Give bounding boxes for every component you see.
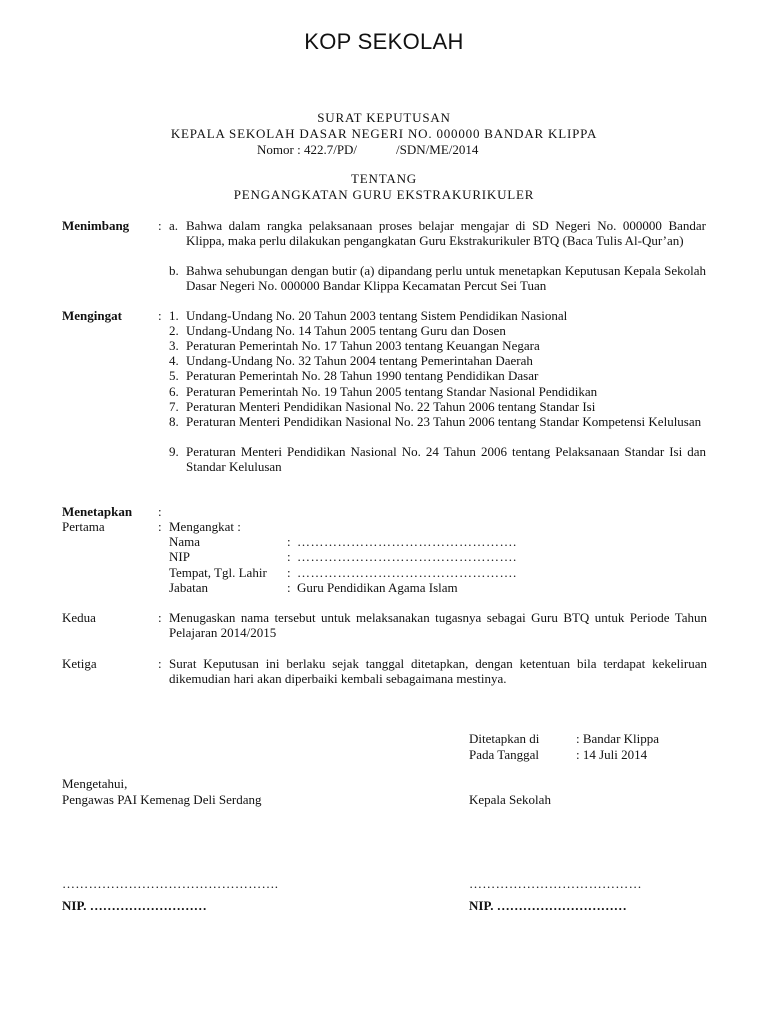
field-jabatan-value: Guru Pendidikan Agama Islam	[297, 580, 458, 595]
menimbang-marker-a: a.	[169, 218, 179, 233]
kedua-colon: :	[158, 610, 162, 625]
field-ttl-label: Tempat, Tgl. Lahir	[169, 565, 267, 580]
field-jabatan-colon: :	[287, 580, 291, 595]
ketiga-label: Ketiga	[62, 656, 97, 671]
field-ttl-value: ………………………………………….	[297, 565, 517, 580]
menimbang-marker-b: b.	[169, 263, 179, 278]
mengingat-marker-4: 4.	[169, 353, 179, 368]
ditetapkan-tgl-value: : 14 Juli 2014	[576, 747, 648, 762]
pengawas-title: Pengawas PAI Kemenag Deli Serdang	[62, 792, 262, 807]
doc-number-value: : 422.7/PD/ /SDN/ME/2014	[297, 142, 479, 157]
ditetapkan-tgl-label: Pada Tanggal	[469, 747, 539, 762]
mengingat-marker-9: 9.	[169, 444, 179, 459]
menetapkan-label: Menetapkan	[62, 504, 133, 519]
mengingat-marker-2: 2.	[169, 323, 179, 338]
field-nip-label: NIP	[169, 549, 190, 564]
mengingat-marker-8: 8.	[169, 414, 179, 429]
mengingat-item-7: Peraturan Menteri Pendidikan Nasional No. 22 Tahun 2006 tentang Standar Isi	[186, 399, 596, 414]
doc-number-label: Nomor	[257, 142, 294, 157]
mengingat-label: Mengingat	[62, 308, 122, 323]
mengingat-item-1: Undang-Undang No. 20 Tahun 2003 tentang Sistem Pendidikan Nasional	[186, 308, 568, 323]
pengawas-nip: NIP. ………………………	[62, 898, 207, 913]
field-jabatan-label: Jabatan	[169, 580, 208, 595]
doc-title: SURAT KEPUTUSAN	[317, 110, 451, 125]
ketiga-colon: :	[158, 656, 162, 671]
letterhead-title: KOP SEKOLAH	[304, 29, 464, 54]
mengingat-marker-7: 7.	[169, 399, 179, 414]
field-nip-colon: :	[287, 549, 291, 564]
mengingat-item-2: Undang-Undang No. 14 Tahun 2005 tentang Guru dan Dosen	[186, 323, 506, 338]
pertama-colon: :	[158, 519, 162, 534]
field-ttl-colon: :	[287, 565, 291, 580]
doc-issuer: KEPALA SEKOLAH DASAR NEGERI NO. 000000 BANDAR KLIPPA	[170, 126, 598, 141]
mengingat-marker-5: 5.	[169, 368, 179, 383]
pertama-intro: Mengangkat :	[169, 519, 241, 534]
kedua-text: Menugaskan nama tersebut untuk melaksanakan tugasnya sebagai Guru BTQ untuk Periode Tahun Pelajaran 2014/2015	[169, 610, 707, 640]
field-nama-colon: :	[287, 534, 291, 549]
kedua-label: Kedua	[62, 610, 96, 625]
kepsek-nip: NIP. …………………………	[469, 898, 627, 913]
mengingat-item-6: Peraturan Pemerintah No. 19 Tahun 2005 tentang Standar Nasional Pendidikan	[186, 384, 598, 399]
mengingat-item-4: Undang-Undang No. 32 Tahun 2004 tentang Pemerintahan Daerah	[186, 353, 533, 368]
mengingat-marker-3: 3.	[169, 338, 179, 353]
pertama-label: Pertama	[62, 519, 105, 534]
kepsek-name-line: …………………………………	[469, 876, 642, 891]
mengingat-marker-1: 1.	[169, 308, 179, 323]
kepsek-title: Kepala Sekolah	[469, 792, 551, 807]
mengingat-colon: :	[158, 308, 162, 323]
field-nama-label: Nama	[169, 534, 201, 549]
pengawas-name-line: ………………………………………….	[62, 876, 279, 891]
ditetapkan-di-value: : Bandar Klippa	[576, 731, 660, 746]
mengingat-marker-6: 6.	[169, 384, 179, 399]
mengingat-item-3: Peraturan Pemerintah No. 17 Tahun 2003 tentang Keuangan Negara	[186, 338, 540, 353]
doc-subject: PENGANGKATAN GURU EKSTRAKURIKULER	[233, 187, 535, 202]
field-nama-value: ………………………………………….	[297, 534, 517, 549]
tentang-heading: TENTANG	[351, 171, 417, 186]
mengetahui-label: Mengetahui,	[62, 776, 128, 791]
menimbang-item-b: Bahwa sehubungan dengan butir (a) dipandang perlu untuk menetapkan Keputusan Kepala Sekolah Dasar Negeri No. 000000 Bandar Klippa Kecamatan Percut Sei Tuan	[186, 263, 706, 293]
menimbang-item-a: Bahwa dalam rangka pelaksanaan proses belajar mengajar di SD Negeri No. 000000 Bandar Klippa, maka perlu dilakukan pengangkatan Guru Ekstrakurikuler BTQ (Baca Tulis Al-Qur’an)	[186, 218, 706, 248]
ketiga-text: Surat Keputusan ini berlaku sejak tanggal ditetapkan, dengan ketentuan bila terdapat kekeliruan dikemudian hari akan diperbaiki kembali sebagaimana mestinya.	[169, 656, 707, 686]
mengingat-item-5: Peraturan Pemerintah No. 28 Tahun 1990 tentang Pendidikan Dasar	[186, 368, 539, 383]
menimbang-label: Menimbang	[62, 218, 130, 233]
mengingat-item-8: Peraturan Menteri Pendidikan Nasional No. 23 Tahun 2006 tentang Standar Kompetensi Kelulusan	[186, 414, 702, 429]
doc-number	[257, 142, 478, 157]
ditetapkan-di-label: Ditetapkan di	[469, 731, 540, 746]
field-nip-value: ………………………………………….	[297, 549, 517, 564]
mengingat-item-9: Peraturan Menteri Pendidikan Nasional No. 24 Tahun 2006 tentang Pelaksanaan Standar Isi dan Standar Kelulusan	[186, 444, 706, 474]
menetapkan-colon: :	[158, 504, 162, 519]
menimbang-colon: :	[158, 218, 162, 233]
